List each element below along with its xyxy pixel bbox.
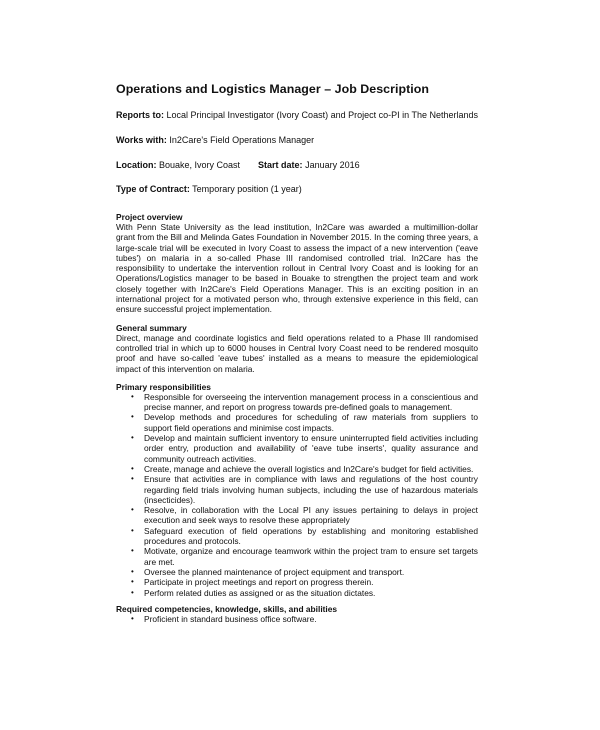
list-item: • Develop and maintain sufficient inventory to ensure uninterrupted field activities including order entry, production and availability of 'eave tube inserts', quality assurance and community outreach activities. [131,433,478,464]
bullet-icon: • [131,474,134,484]
page-title: Operations and Logistics Manager – Job Description [116,82,430,96]
bullet-icon: • [131,566,134,576]
list-item: • Proficient in standard business office software. [131,613,317,624]
bullet-icon: • [131,412,134,422]
responsibilities-heading: Primary responsibilities [116,381,211,392]
contract-line [116,184,478,195]
bullet-icon: • [131,525,134,535]
start-date-label: Start date: [258,160,303,170]
contract-label: Type of Contract: [116,184,190,194]
bullet-icon: • [131,546,134,556]
document-body [116,82,478,630]
list-item: • Oversee the planned maintenance of project equipment and transport. [131,566,405,577]
responsibilities-list [116,392,478,598]
works-with-label: Works with: [116,135,167,145]
contract-value: Temporary position (1 year) [189,184,302,194]
summary-text: Direct, manage and coordinate logistics and field operations related to a Phase III randomised controlled trial in which up to 6000 houses in Central Ivory Coast need to be rendered mosquito proof and have so-called 'eave tubes' installed as a means to measure the epidemiological impact of this intervention on malaria. [116,332,478,374]
overview-text: With Penn State University as the lead institution, In2Care was awarded a multimillion-dollar grant from the Bill and Melinda Gates Foundation in November 2015. In the coming three years, a large-scale trial will be executed in Ivory Coast to assess the impact of a new intervention ('eave tubes') on malaria in a so-called Phase III randomised controlled trial. In2Care has the responsibility to undertake the intervention rollout in Central Ivory Coast and is looking for an Operations/Logistics manager to be based in Bouake to strengthen the project team and work closely together with In2Care's Field Operations Manager. This is an exciting position in an international project for a motivated person who, through extensive experience in this field, can ensure successful project implementation. [116,222,478,315]
bullet-icon: • [131,391,134,401]
reports-to-value: Local Principal Investigator (Ivory Coast) and Project co-PI in The Netherlands [164,110,478,120]
bullet-icon: • [131,463,134,473]
bullet-icon: • [131,505,134,515]
list-item: • Responsible for overseeing the intervention management process in a conscientious and precise manner, and report on progress towards pre-defined goals to management. [131,391,478,413]
start-date-value: January 2016 [302,160,360,170]
list-item: • Safeguard execution of field operations by establishing and monitoring established procedures and protocols. [131,525,478,547]
bullet-icon: • [131,613,134,623]
works-with-line [116,135,478,146]
overview-heading: Project overview [116,212,183,222]
reports-to-line [116,110,478,121]
bullet-icon: • [131,587,134,597]
list-item: • Ensure that activities are in compliance with laws and regulations of the host country regarding field trials involving human subjects, including the use of hazardous materials (insecticides). [131,474,478,505]
competencies-list [116,614,478,624]
summary-heading: General summary [116,322,187,333]
list-item: • Participate in project meetings and report on progress therein. [131,577,374,588]
bullet-icon: • [131,577,134,587]
location-line [116,160,478,171]
list-item: • Perform related duties as assigned or as the situation dictates. [131,587,376,598]
list-item: • Motivate, organize and encourage teamwork within the project tram to ensure set targets are met. [131,546,478,567]
list-item: • Create, manage and achieve the overall logistics and In2Care's budget for field activities. [131,463,474,474]
location-label: Location: [116,160,157,170]
location-value: Bouake, Ivory Coast [156,160,241,170]
reports-to-label: Reports to: [116,110,164,120]
bullet-icon: • [131,433,134,443]
list-item: • Resolve, in collaboration with the Local PI any issues pertaining to delays in project execution and seek ways to resolve these appropriately [131,505,478,526]
competencies-heading: Required competencies, knowledge, skills, and abilities [116,603,338,614]
list-item: • Develop methods and procedures for scheduling of raw materials from suppliers to support field operations and minimise cost impacts. [131,412,478,433]
works-with-value: In2Care's Field Operations Manager [166,135,315,145]
